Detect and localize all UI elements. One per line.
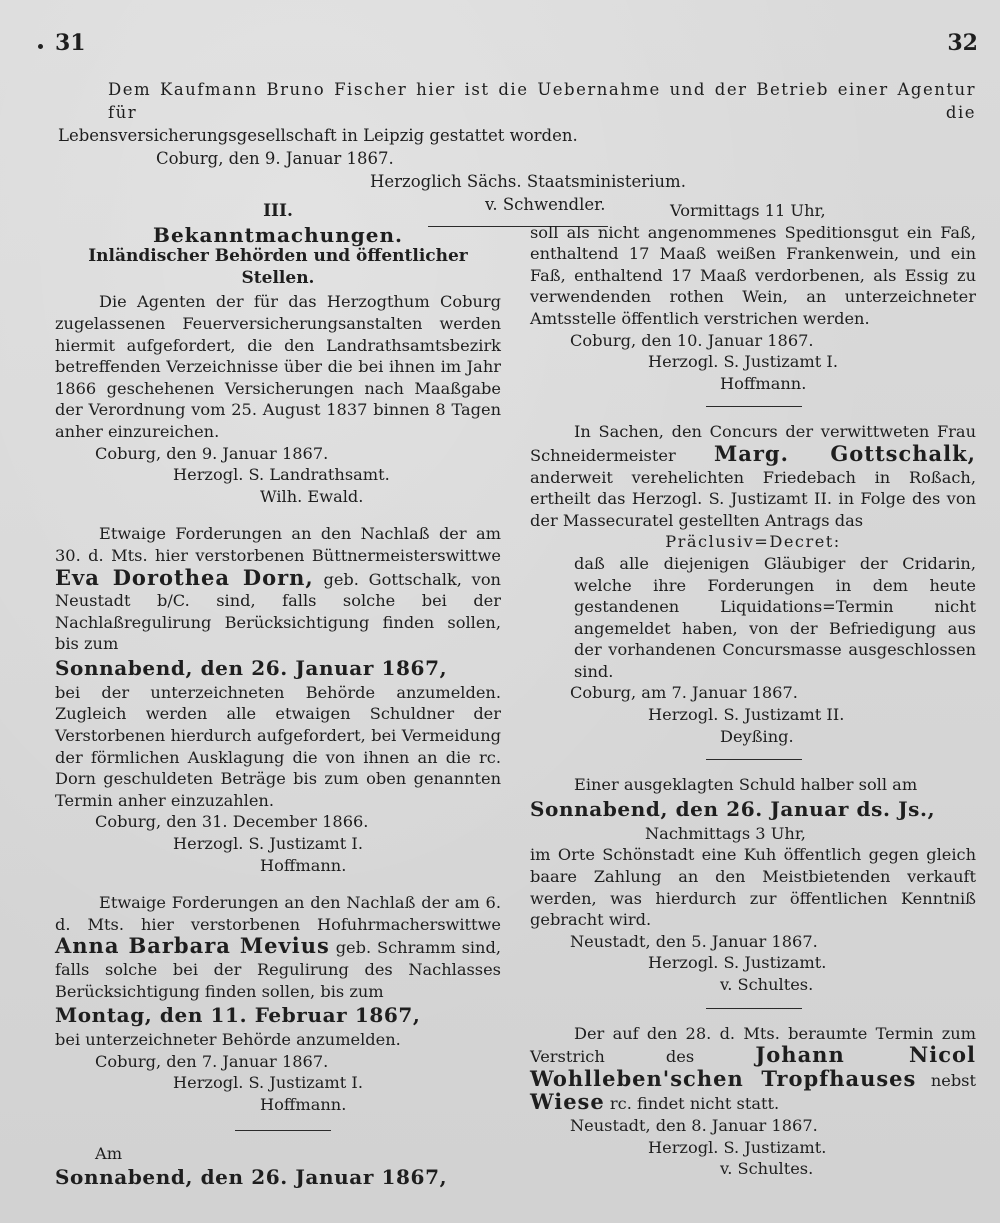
notice-body: Die Agenten der für das Herzogthum Coburg zugelassenen Feuerversicherungsanstalten werden hiermit aufgefordert, die den Landrathsamtsbezirk betreffenden Verzeichnisse über die bei ihnen im Jahr 1866 geschehenen Versicherungen nach Maaßgabe der Verordnung vom 25. August 1837 binnen 8 Tagen anher einzureichen. [55,292,501,441]
notice-date: Coburg, den 9. Januar 1867. [95,443,329,463]
ink-dot [38,44,43,49]
notice-signer: v. Schultes. [720,975,814,994]
notice-authority: Herzogl. S. Justizamt. [648,953,827,973]
notice-body: geb. Schramm sind, falls solche bei der Regulirung des Nachlasses Berücksichtigung finden sollen, bis zum [55,938,501,1001]
notice-authority: Herzogl. S. Landrathsamt. [173,465,390,485]
right-column [530,200,976,1180]
divider-rule [706,759,802,760]
person-name: Eva Dorothea Dorn, [55,564,314,590]
divider-rule [235,1130,331,1131]
notice-body: anderweit verehelichten Friedebach in Roßach, ertheilt das Herzogl. S. Justizamt II. in Folge des von der Massecuratel gestellten Antrags das [530,467,976,530]
section-title: Bekanntmachungen. [153,222,403,247]
notice-concurs [530,421,976,747]
notice-body: geb. Gottschalk, von Neustadt b/C. sind, falls solche bei der Nachlaßregulirung Berücksichtigung finden sollen, bis zum [55,569,501,654]
auction-time: Vormittags 11 Uhr, [670,201,826,220]
top-notice-authority: Herzoglich Sächs. Staatsministerium. [370,172,686,191]
auction-date: Sonnabend, den 26. Januar 1867, [55,1165,448,1190]
notice-authority: Herzogl. S. Justizamt I. [173,834,363,854]
notice-cow-auction [530,774,976,995]
notice-date: Coburg, den 10. Januar 1867. [570,330,814,350]
auction-date: Sonnabend, den 26. Januar ds. Js., [530,796,936,821]
notice-body: bei unterzeichneter Behörde anzumelden. [55,1030,401,1050]
notice-body: nebst [930,1070,976,1090]
notice-authority: Herzogl. S. Justizamt I. [648,352,838,372]
notice-signer: Hoffmann. [720,373,807,393]
notice-body: soll als nicht angenommenes Speditionsgut ein Faß, enthaltend 17 Maaß weißen Frankenwein, und ein Faß, enthaltend 17 Maaß verdorbenen, als Essig zu verwendenden rothen Wein, an unterzeichneter Amtsstelle öffentlich verstrichen werden. [530,222,976,328]
notice-body: In Sachen, den Concurs der verwittweten Frau Schneidermeister [530,422,976,465]
notice-landrathsamt [55,291,501,507]
deadline-date: Sonnabend, den 26. Januar 1867, [55,655,448,680]
top-notice-line1: Dem Kaufmann Bruno Fischer hier ist die Uebernahme und der Betrieb einer Agentur für die [108,80,976,122]
top-notice-signer: v. Schwendler. [485,195,606,214]
notice-body: rc. findet nicht statt. [609,1094,780,1114]
notice-wohlleben [530,1023,976,1180]
notice-signer: Wilh. Ewald. [260,486,364,506]
top-notice-date: Coburg, den 9. Januar 1867. [156,149,394,168]
notice-date: Coburg, am 7. Januar 1867. [570,683,798,703]
notice-authority: Herzogl. S. Justizamt II. [648,705,845,725]
decree-heading: Präclusiv=Decret: [665,532,841,552]
divider-rule [706,1008,802,1009]
section-roman: III. [263,201,293,221]
notice-date: Neustadt, den 8. Januar 1867. [570,1115,818,1135]
person-name: Marg. Gottschalk, [713,440,976,466]
property-name: Johann Nicol Wohlleben'schen Tropfhauses [530,1042,976,1091]
auction-time: Nachmittags 3 Uhr, [645,823,806,843]
decree-text: daß alle diejenigen Gläubiger der Cridarin, welche ihre Forderungen in dem heute gestandenen Liquidations=Termin nicht angemeldet haben, von der Befriedigung aus der vorhandenen Concursmasse ausgeschlossen sind. [574,553,976,681]
notice-body: Der auf den 28. d. Mts. beraumte Termin zum Verstrich des [530,1023,976,1067]
page-number-left: 31 [55,30,86,56]
property-name: Wiese [530,1089,605,1115]
notice-date: Coburg, den 7. Januar 1867. [95,1051,329,1071]
notice-body: im Orte Schönstadt eine Kuh öffentlich gegen gleich baare Zahlung an den Meistbietenden verkauft werden, was hierdurch zur öffentlichen Kenntniß gebracht wird. [530,845,976,930]
notice-signer: v. Schultes. [720,1159,814,1179]
deadline-date: Montag, den 11. Februar 1867, [55,1003,421,1028]
section-subtitle: Inländischer Behörden und öffentlicher Stellen. [88,246,468,288]
notice-body: bei der unterzeichneten Behörde anzumelden. Zugleich werden alle etwaigen Schuldner der Verstorbenen hierdurch aufgefordert, bei Vermeidung der förmlichen Ausklagung die von ihnen an die rc. Dorn geschuldeten Beträge bis zum oben genannten Termin anher einzuzahlen. [55,682,501,810]
left-column [55,200,501,1191]
top-notice-line2: Lebensversicherungsgesellschaft in Leipzig gestattet worden. [58,126,578,145]
page-number-right: 32 [947,30,978,56]
notice-authority: Herzogl. S. Justizamt. [648,1137,827,1157]
notice-date: Coburg, den 31. December 1866. [95,812,369,832]
notice-signer: Hoffmann. [260,1094,347,1114]
divider-rule [706,406,802,407]
notice-signer: Hoffmann. [260,855,347,875]
notice-intro: Einer ausgeklagten Schuld halber soll am [574,775,918,795]
notice-signer: Deyßing. [720,726,794,746]
notice-dorn [55,523,501,876]
notice-authority: Herzogl. S. Justizamt I. [173,1073,363,1093]
notice-auction-intro [55,1143,501,1192]
notice-wine-auction [530,200,976,394]
notice-intro: Am [95,1143,123,1163]
notice-body: Etwaige Forderungen an den Nachlaß der am 6. d. Mts. hier verstorbenen Hofuhrmacherswittwe [55,893,501,934]
notice-body: Etwaige Forderungen an den Nachlaß der am 30. d. Mts. hier verstorbenen Büttnermeisterswittwe [55,524,501,565]
person-name: Anna Barbara Mevius [55,933,330,959]
notice-mevius [55,892,501,1115]
notice-date: Neustadt, den 5. Januar 1867. [570,931,818,951]
